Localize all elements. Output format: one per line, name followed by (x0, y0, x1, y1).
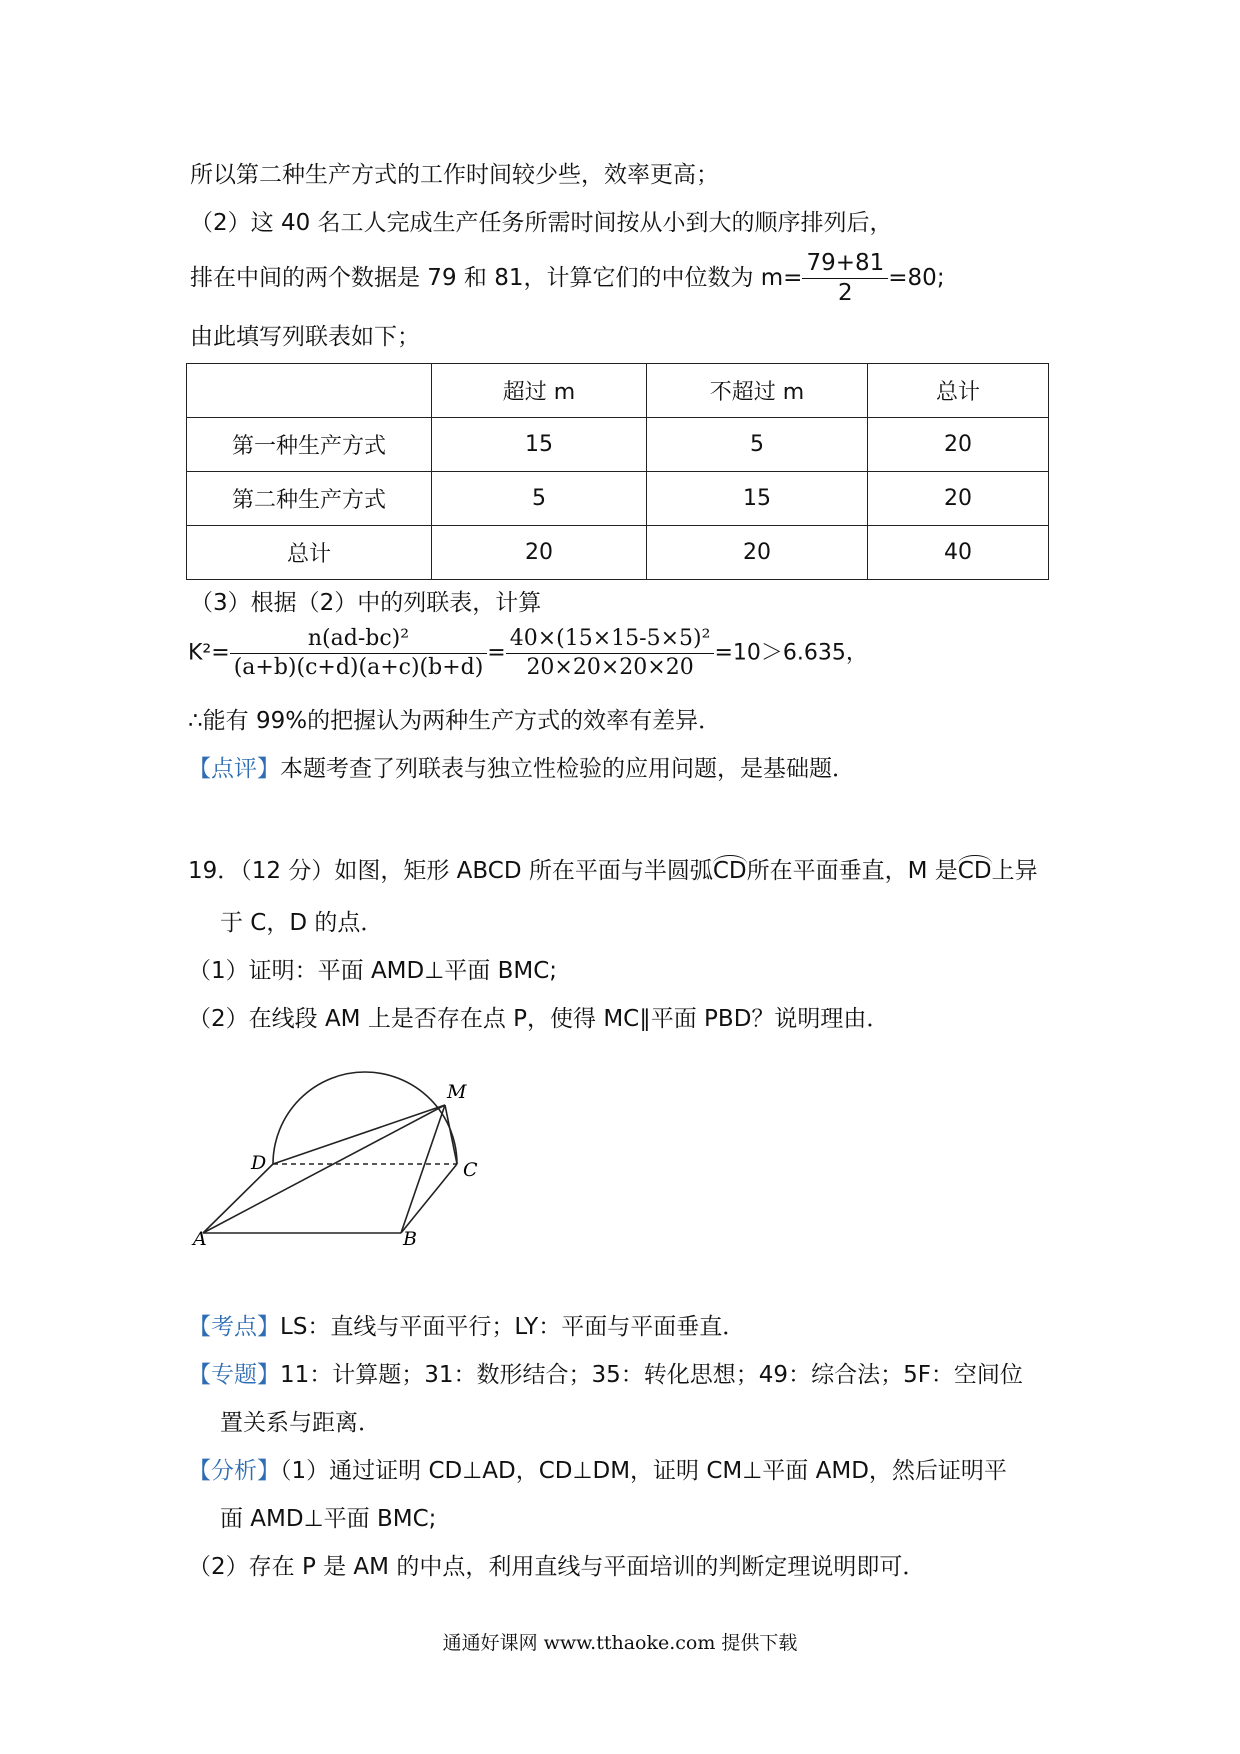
table-cell: 40 (868, 526, 1049, 580)
q19-stem-text: 上异 (991, 858, 1038, 884)
q19-part-2: （2）在线段 AM 上是否存在点 P，使得 MC∥平面 PBD？说明理由． (188, 1006, 890, 1032)
label-m: M (447, 1081, 467, 1103)
k2-result: =10＞6.635， (714, 640, 868, 666)
zhuanti-text: 11：计算题；31：数形结合；35：转化思想；49：综合法；5F：空间位 (280, 1362, 1023, 1388)
solution-line-1: 所以第二种生产方式的工作时间较少些，效率更高； (190, 162, 719, 188)
q19-part-1: （1）证明：平面 AMD⊥平面 BMC; (188, 958, 558, 984)
table-row (187, 418, 1049, 472)
table-cell: 20 (868, 472, 1049, 526)
table-row (187, 472, 1049, 526)
label-d: D (251, 1152, 267, 1174)
zhuanti-line (188, 1364, 1023, 1387)
median-numerator: 79+81 (802, 252, 888, 279)
q19-stem-text: 19．（12 分）如图，矩形 ABCD 所在平面与半圆弧 (188, 858, 713, 884)
q19-stem-text: 所在平面垂直，M 是 (746, 858, 958, 884)
comment-tag: 【点评】 (188, 756, 280, 782)
zhuanti-tag: 【专题】 (188, 1362, 280, 1388)
k2-label: K²= (188, 640, 230, 666)
q19-stem-line-1 (188, 860, 1038, 883)
median-denominator: 2 (838, 280, 853, 306)
label-a: A (193, 1228, 207, 1245)
segment-dm (273, 1105, 445, 1164)
median-fraction (802, 252, 888, 305)
conclusion-line: ∴能有 99%的把握认为两种生产方式的效率有差异． (188, 708, 722, 734)
edge-da (203, 1164, 273, 1233)
zhuanti-line-2: 置关系与距离． (220, 1410, 381, 1436)
k2-fraction (230, 628, 488, 679)
table-cell: 20 (868, 418, 1049, 472)
geometry-figure (185, 1055, 505, 1245)
median-text: 排在中间的两个数据是 79 和 81，计算它们的中位数为 m= (190, 265, 803, 291)
contingency-table (186, 363, 1049, 580)
fenxi-text: （1）通过证明 CD⊥AD，CD⊥DM，证明 CM⊥平面 AMD，然后证明平 (280, 1458, 1007, 1484)
k2-denominator-values: 20×20×20×20 (526, 655, 694, 680)
label-b: B (403, 1228, 417, 1245)
q19-stem-line-2: 于 C，D 的点． (220, 910, 384, 936)
comment-line (188, 758, 855, 781)
arc-cd-symbol: CD (957, 858, 992, 884)
page-footer: 通通好课网 www.tthaoke.com 提供下载 (442, 1632, 798, 1654)
solution-line-2: （2）这 40 名工人完成生产任务所需时间按从小到大的顺序排列后， (190, 210, 893, 236)
table-cell: 第一种生产方式 (187, 418, 432, 472)
segment-am (203, 1105, 445, 1233)
table-header-cell: 超过 m (432, 364, 647, 418)
table-header-cell: 不超过 m (647, 364, 868, 418)
comment-text: 本题考查了列联表与独立性检验的应用问题，是基础题． (280, 756, 855, 782)
table-cell: 5 (432, 472, 647, 526)
k2-formula (188, 628, 868, 679)
fenxi-line-3: （2）存在 P 是 AM 的中点，利用直线与平面培训的判断定理说明即可． (188, 1554, 926, 1580)
median-result: =80; (888, 265, 945, 291)
table-cell: 第二种生产方式 (187, 472, 432, 526)
solution-line-5: （3）根据（2）中的列联表，计算 (190, 590, 542, 616)
edge-bc (401, 1164, 457, 1233)
fenxi-tag: 【分析】 (188, 1458, 280, 1484)
table-cell: 15 (432, 418, 647, 472)
table-cell: 20 (432, 526, 647, 580)
table-cell: 15 (647, 472, 868, 526)
kaodian-text: LS：直线与平面平行；LY：平面与平面垂直． (280, 1314, 746, 1340)
table-row (187, 526, 1049, 580)
table-cell: 20 (647, 526, 868, 580)
k2-fraction-values (506, 628, 715, 679)
segment-cm (445, 1105, 457, 1164)
table-cell: 总计 (187, 526, 432, 580)
kaodian-tag: 【考点】 (188, 1314, 280, 1340)
fenxi-line (188, 1460, 1007, 1483)
table-cell: 5 (647, 418, 868, 472)
k2-denominator: (a+b)(c+d)(a+c)(b+d) (233, 655, 484, 680)
k2-numerator: n(ad-bc)² (230, 628, 488, 654)
label-c: C (463, 1159, 478, 1181)
median-line (190, 252, 945, 305)
table-intro: 由此填写列联表如下； (190, 324, 420, 350)
table-header-cell: 总计 (868, 364, 1049, 418)
kaodian-line (188, 1316, 745, 1339)
k2-numerator-values: 40×(15×15-5×5)² (506, 628, 715, 654)
table-header-cell (187, 364, 432, 418)
fenxi-line-2: 面 AMD⊥平面 BMC; (220, 1506, 437, 1532)
arc-cd-symbol: CD (712, 858, 747, 884)
table-header-row (187, 364, 1049, 418)
k2-equals: = (487, 640, 506, 666)
